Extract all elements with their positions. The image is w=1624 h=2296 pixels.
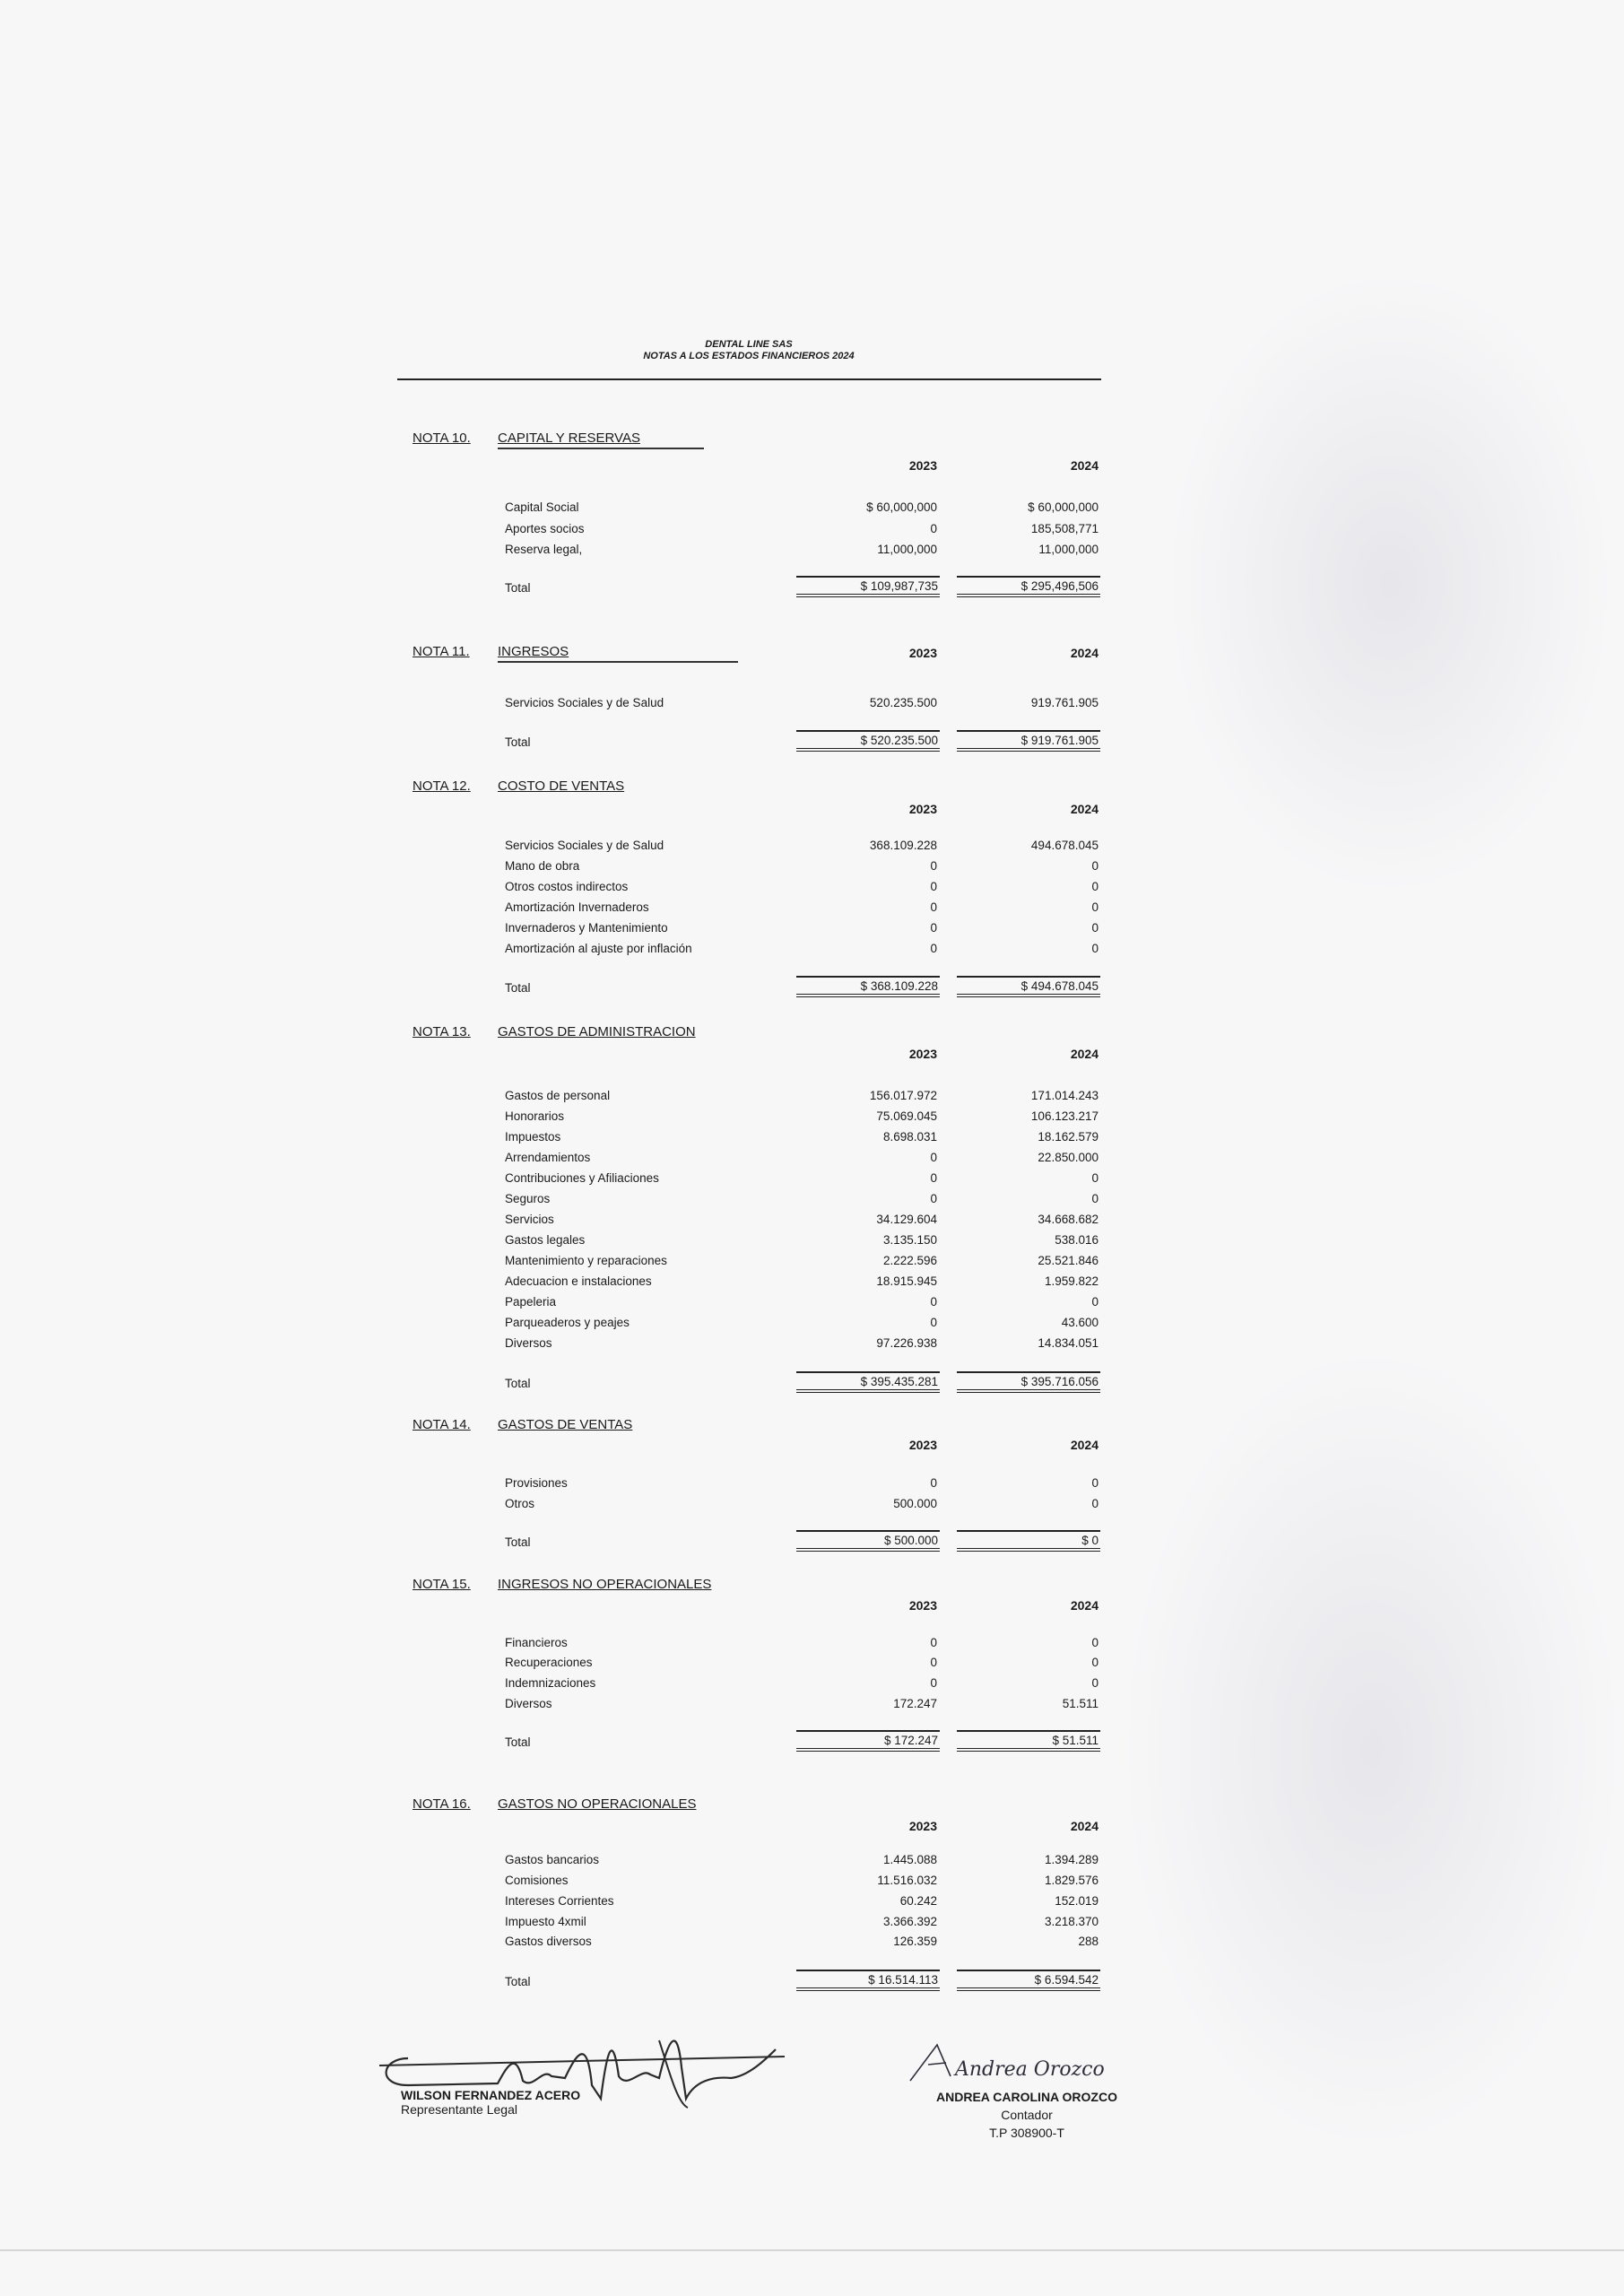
year-header-2023: 2023	[908, 458, 937, 473]
line-item-value-2024: 34.668.682	[1038, 1213, 1099, 1226]
line-item-value-2023: 0	[930, 522, 937, 535]
line-item-value-2023: 0	[930, 1676, 937, 1690]
line-item-name: Gastos bancarios	[505, 1853, 600, 1866]
line-item-name: Comisiones	[505, 1874, 569, 1887]
line-item-value-2024: 43.600	[1061, 1316, 1099, 1329]
line-item-value-2023: 97.226.938	[876, 1336, 937, 1350]
line-item-value-2024: 0	[1091, 1192, 1099, 1205]
note-title-underline	[498, 661, 738, 663]
accountant-role: Contador	[1001, 2108, 1053, 2122]
line-item-value-2024: 171.014.243	[1030, 1089, 1099, 1102]
line-item-value-2023: 0	[930, 1151, 937, 1164]
total-2024: $ 395.716.056	[957, 1371, 1100, 1393]
total-label: Total	[505, 1975, 531, 1988]
document-subtitle: NOTAS A LOS ESTADOS FINANCIEROS 2024	[643, 351, 855, 361]
line-item-name: Adecuacion e instalaciones	[505, 1274, 652, 1288]
note-title: GASTOS DE ADMINISTRACION	[498, 1024, 696, 1039]
total-2024: $ 295,496,506	[957, 576, 1100, 597]
line-item-value-2024: 0	[1091, 859, 1099, 873]
line-item-value-2023: 500.000	[893, 1497, 937, 1510]
note-label: NOTA 12.	[413, 778, 471, 794]
line-item-name: Impuestos	[505, 1130, 561, 1144]
total-label: Total	[505, 981, 531, 995]
line-item-value-2023: 0	[930, 1171, 937, 1185]
year-header-2023: 2023	[908, 1819, 937, 1833]
scan-bottom-edge	[0, 2249, 1624, 2251]
line-item-name: Amortización al ajuste por inflación	[505, 942, 692, 955]
note-title: INGRESOS NO OPERACIONALES	[498, 1577, 712, 1592]
line-item-name: Otros costos indirectos	[505, 880, 629, 893]
line-item-value-2024: $ 60,000,000	[1028, 500, 1099, 514]
line-item-value-2023: 0	[930, 900, 937, 914]
line-item-name: Mantenimiento y reparaciones	[505, 1254, 667, 1267]
legal-representative-signature	[401, 2088, 580, 2117]
accountant-signature	[897, 2090, 1157, 2140]
line-item-value-2023: 0	[930, 942, 937, 955]
note-label: NOTA 13.	[413, 1024, 471, 1039]
year-header-2024: 2024	[1070, 458, 1099, 473]
note-label: NOTA 10.	[413, 430, 471, 446]
total-2023: $ 172.247	[796, 1730, 940, 1752]
total-2024: $ 494.678.045	[957, 976, 1100, 997]
line-item-name: Gastos legales	[505, 1233, 586, 1247]
line-item-name: Arrendamientos	[505, 1151, 591, 1164]
line-item-value-2023: 0	[930, 1192, 937, 1205]
line-item-value-2023: 0	[930, 859, 937, 873]
year-header-2023: 2023	[908, 646, 937, 660]
line-item-value-2024: 0	[1091, 942, 1099, 955]
line-item-value-2023: 60.242	[899, 1894, 937, 1908]
line-item-value-2024: 1.829.576	[1044, 1874, 1099, 1887]
line-item-name: Reserva legal,	[505, 543, 583, 556]
total-label: Total	[505, 1735, 531, 1749]
line-item-value-2024: 0	[1091, 1676, 1099, 1690]
accountant-signature-scribble	[901, 2036, 1143, 2090]
line-item-name: Diversos	[505, 1697, 552, 1710]
line-item-value-2024: 0	[1091, 1656, 1099, 1669]
line-item-value-2024: 538.016	[1055, 1233, 1099, 1247]
note-title-underline	[498, 448, 704, 449]
line-item-value-2024: 0	[1091, 1636, 1099, 1649]
year-header-2023: 2023	[908, 1598, 937, 1613]
line-item-name: Contribuciones y Afiliaciones	[505, 1171, 659, 1185]
year-header-2023: 2023	[908, 1438, 937, 1452]
line-item-name: Invernaderos y Mantenimiento	[505, 921, 668, 935]
accountant-name: ANDREA CAROLINA OROZCO	[936, 2090, 1117, 2104]
line-item-name: Parqueaderos y peajes	[505, 1316, 630, 1329]
line-item-value-2023: 0	[930, 1636, 937, 1649]
line-item-value-2023: 2.222.596	[882, 1254, 937, 1267]
line-item-value-2023: 0	[930, 1295, 937, 1309]
line-item-name: Mano de obra	[505, 859, 580, 873]
line-item-value-2024: 288	[1078, 1935, 1099, 1948]
line-item-value-2024: 1.959.822	[1044, 1274, 1099, 1288]
line-item-value-2024: 0	[1091, 880, 1099, 893]
total-label: Total	[505, 1535, 531, 1549]
note-title: CAPITAL Y RESERVAS	[498, 430, 640, 446]
line-item-value-2024: 0	[1091, 900, 1099, 914]
line-item-name: Amortización Invernaderos	[505, 900, 649, 914]
line-item-value-2023: 156.017.972	[869, 1089, 937, 1102]
line-item-value-2024: 152.019	[1055, 1894, 1099, 1908]
note-title: GASTOS DE VENTAS	[498, 1417, 633, 1432]
line-item-name: Indemnizaciones	[505, 1676, 596, 1690]
total-2024: $ 51.511	[957, 1730, 1100, 1752]
line-item-name: Gastos de personal	[505, 1089, 611, 1102]
line-item-value-2024: 14.834.051	[1038, 1336, 1099, 1350]
line-item-name: Diversos	[505, 1336, 552, 1350]
line-item-name: Otros	[505, 1497, 535, 1510]
line-item-value-2024: 25.521.846	[1038, 1254, 1099, 1267]
total-2023: $ 16.514.113	[796, 1970, 940, 1991]
line-item-name: Gastos diversos	[505, 1935, 592, 1948]
line-item-value-2024: 106.123.217	[1030, 1109, 1099, 1123]
total-label: Total	[505, 735, 531, 749]
line-item-value-2024: 1.394.289	[1044, 1853, 1099, 1866]
year-header-2024: 2024	[1070, 802, 1099, 816]
line-item-name: Intereses Corrientes	[505, 1894, 614, 1908]
line-item-value-2023: 0	[930, 921, 937, 935]
line-item-value-2023: 0	[930, 880, 937, 893]
note-label: NOTA 15.	[413, 1577, 471, 1592]
line-item-value-2024: 0	[1091, 1476, 1099, 1490]
line-item-value-2024: 0	[1091, 1295, 1099, 1309]
line-item-name: Servicios Sociales y de Salud	[505, 839, 664, 852]
legal-representative-name: WILSON FERNANDEZ ACERO	[401, 2088, 581, 2102]
line-item-value-2024: 11,000,000	[1038, 543, 1099, 556]
line-item-name: Papeleria	[505, 1295, 557, 1309]
year-header-2023: 2023	[908, 802, 937, 816]
line-item-name: Provisiones	[505, 1476, 568, 1490]
note-label: NOTA 16.	[413, 1796, 471, 1812]
accountant-handwritten-name: Andrea Orozco	[955, 2058, 1105, 2081]
line-item-value-2023: 126.359	[893, 1935, 937, 1948]
total-2023: $ 500.000	[796, 1530, 940, 1552]
scan-shadow	[1121, 1345, 1623, 2152]
line-item-name: Honorarios	[505, 1109, 565, 1123]
line-item-value-2023: 0	[930, 1476, 937, 1490]
line-item-value-2024: 494.678.045	[1030, 839, 1099, 852]
total-2023: $ 368.109.228	[796, 976, 940, 997]
line-item-value-2024: 3.218.370	[1044, 1915, 1099, 1928]
total-2023: $ 109,987,735	[796, 576, 940, 597]
total-2024: $ 0	[957, 1530, 1100, 1552]
year-header-2024: 2024	[1070, 1819, 1099, 1833]
line-item-value-2023: 8.698.031	[882, 1130, 937, 1144]
total-2024: $ 919.761.905	[957, 730, 1100, 752]
scan-shadow	[1166, 269, 1614, 897]
line-item-value-2023: 11.516.032	[877, 1874, 937, 1887]
total-2024: $ 6.594.542	[957, 1970, 1100, 1991]
total-label: Total	[505, 581, 531, 595]
line-item-name: Capital Social	[505, 500, 579, 514]
header-divider	[397, 378, 1101, 380]
line-item-value-2023: 11,000,000	[877, 543, 937, 556]
line-item-name: Impuesto 4xmil	[505, 1915, 586, 1928]
line-item-value-2024: 18.162.579	[1038, 1130, 1099, 1144]
total-label: Total	[505, 1377, 531, 1390]
accountant-license: T.P 308900-T	[989, 2126, 1064, 2140]
note-title: GASTOS NO OPERACIONALES	[498, 1796, 697, 1812]
line-item-value-2023: 34.129.604	[876, 1213, 937, 1226]
line-item-name: Aportes socios	[505, 522, 585, 535]
line-item-name: Recuperaciones	[505, 1656, 593, 1669]
line-item-value-2024: 51.511	[1062, 1697, 1099, 1710]
line-item-value-2024: 0	[1091, 1497, 1099, 1510]
line-item-value-2023: 0	[930, 1316, 937, 1329]
legal-representative-role: Representante Legal	[401, 2102, 517, 2117]
line-item-name: Financieros	[505, 1636, 568, 1649]
company-name: DENTAL LINE SAS	[705, 339, 793, 350]
total-2023: $ 520.235.500	[796, 730, 940, 752]
year-header-2023: 2023	[908, 1047, 937, 1061]
line-item-name: Servicios	[505, 1213, 554, 1226]
document-header	[395, 339, 1103, 362]
year-header-2024: 2024	[1070, 1598, 1099, 1613]
line-item-value-2023: 1.445.088	[882, 1853, 937, 1866]
total-2023: $ 395.435.281	[796, 1371, 940, 1393]
note-title: INGRESOS	[498, 644, 569, 659]
note-title: COSTO DE VENTAS	[498, 778, 625, 794]
year-header-2024: 2024	[1070, 646, 1099, 660]
line-item-value-2024: 919.761.905	[1030, 696, 1099, 709]
line-item-value-2023: 75.069.045	[876, 1109, 937, 1123]
line-item-value-2023: 520.235.500	[869, 696, 937, 709]
year-header-2024: 2024	[1070, 1047, 1099, 1061]
line-item-value-2023: 368.109.228	[869, 839, 937, 852]
line-item-value-2023: $ 60,000,000	[866, 500, 937, 514]
line-item-value-2023: 18.915.945	[876, 1274, 937, 1288]
line-item-value-2024: 185,508,771	[1030, 522, 1099, 535]
line-item-name: Servicios Sociales y de Salud	[505, 696, 664, 709]
line-item-value-2023: 172.247	[893, 1697, 937, 1710]
note-label: NOTA 14.	[413, 1417, 471, 1432]
note-label: NOTA 11.	[413, 644, 470, 659]
line-item-value-2024: 0	[1091, 921, 1099, 935]
line-item-value-2024: 0	[1091, 1171, 1099, 1185]
line-item-value-2023: 3.366.392	[882, 1915, 937, 1928]
year-header-2024: 2024	[1070, 1438, 1099, 1452]
line-item-value-2023: 3.135.150	[882, 1233, 937, 1247]
line-item-value-2024: 22.850.000	[1038, 1151, 1099, 1164]
line-item-value-2023: 0	[930, 1656, 937, 1669]
line-item-name: Seguros	[505, 1192, 551, 1205]
